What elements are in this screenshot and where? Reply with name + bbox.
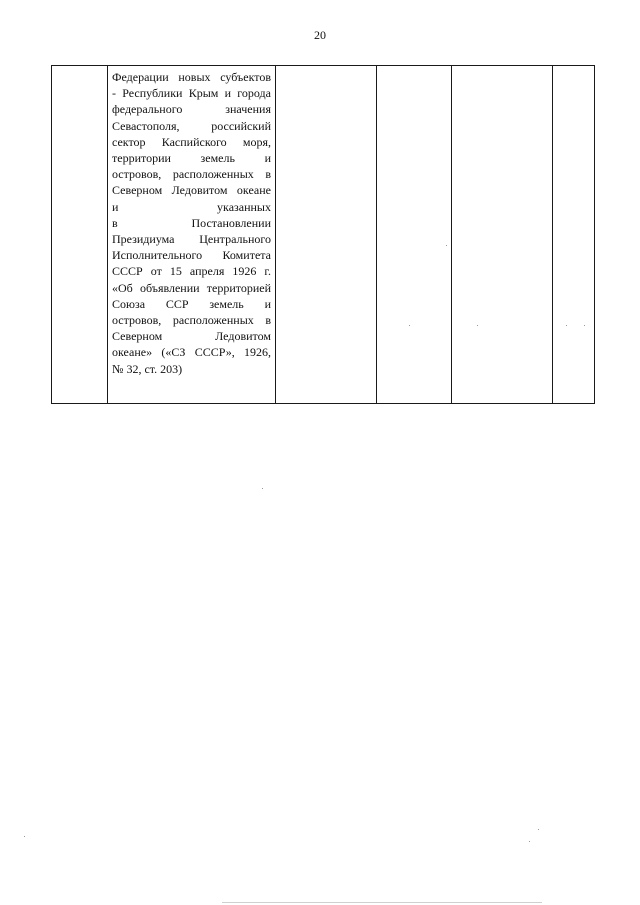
table-cell-description bbox=[108, 66, 276, 404]
text-line: океане» («СЗ СССР», 1926, bbox=[112, 345, 271, 360]
text-line: СССР от 15 апреля 1926 г. bbox=[112, 264, 271, 279]
text-line: островов, расположенных в bbox=[112, 313, 271, 328]
text-line: «Об объявлении территорией bbox=[112, 280, 271, 295]
cell-description-text bbox=[108, 66, 275, 377]
scan-speck bbox=[584, 325, 585, 326]
scan-speck bbox=[24, 836, 25, 837]
text-line: Северном Ледовитом bbox=[112, 329, 271, 344]
text-line: федерального значения bbox=[112, 102, 271, 117]
scan-speck bbox=[446, 245, 447, 246]
scan-speck bbox=[529, 841, 530, 842]
text-line: Федерации новых субъектов bbox=[112, 70, 271, 84]
text-line: Президиума Центрального bbox=[112, 232, 271, 247]
scan-speck bbox=[566, 325, 567, 326]
text-line: Исполнительного Комитета bbox=[112, 248, 271, 263]
text-line: и указанных bbox=[112, 199, 271, 214]
text-line: - Республики Крым и города bbox=[112, 86, 271, 101]
document-table bbox=[51, 65, 595, 404]
table-cell-empty bbox=[452, 66, 553, 404]
table-cell-empty bbox=[377, 66, 452, 404]
scan-speck bbox=[477, 325, 478, 326]
scan-speck bbox=[538, 829, 539, 830]
scan-edge-line bbox=[222, 902, 542, 903]
scan-speck bbox=[409, 325, 410, 326]
text-line: островов, расположенных в bbox=[112, 167, 271, 182]
text-line: территории земель и bbox=[112, 151, 271, 166]
text-line: в Постановлении bbox=[112, 215, 271, 230]
table-cell-empty bbox=[276, 66, 377, 404]
page-number: 20 bbox=[314, 28, 326, 42]
table-row bbox=[52, 66, 595, 404]
table-cell-empty bbox=[553, 66, 595, 404]
text-line: Севастополя, российский bbox=[112, 118, 271, 133]
text-line: Северном Ледовитом океане bbox=[112, 183, 271, 198]
text-line: № 32, ст. 203) bbox=[112, 361, 183, 376]
text-line: Союза ССР земель и bbox=[112, 296, 271, 311]
text-line: сектор Каспийского моря, bbox=[112, 134, 271, 149]
table-cell-number bbox=[52, 66, 108, 404]
scan-speck bbox=[262, 488, 263, 489]
